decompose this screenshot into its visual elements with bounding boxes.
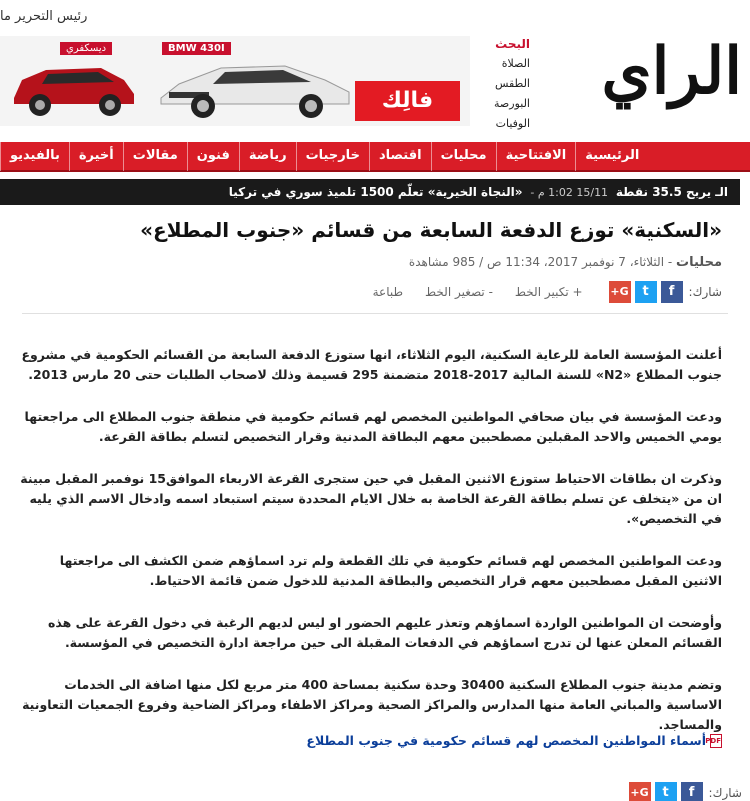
sedan-car-image	[155, 52, 355, 120]
logo-text: الراي	[601, 34, 742, 109]
article-views: 985 مشاهدة	[408, 255, 476, 269]
banner-ad[interactable]	[0, 36, 470, 126]
nav-economy[interactable]: اقتصاد	[369, 141, 431, 171]
quick-link-prayer[interactable]: الصلاة	[501, 57, 530, 70]
article-paragraph: ودعت المواطنين المخصص لهم قسائم حكومية في تلك القطعة ولم ترد اسماؤهم ضمن الكشف الى مراجعتها الاثنين المقبل مصطحبين معهم قرار التخصيص والبطاقة المدنية للدخول ضمن قائمة الاحتياط.	[59, 553, 722, 588]
article-section[interactable]: محليات	[676, 255, 722, 270]
site-logo[interactable]	[601, 22, 742, 122]
ticker-time: 15/11 1:02 م -	[530, 186, 609, 199]
meta-separator: /	[475, 255, 484, 269]
article-meta	[409, 255, 722, 270]
divider	[22, 313, 728, 314]
nav-arts[interactable]: فنون	[187, 141, 239, 171]
article-paragraph: ودعت المؤسسة في بيان صحافي المواطنين المخصص لهم قسائم حكومية في منطقة جنوب المطلاع الى مراجعتها يومي الخميس والاحد المقبلين مصطحبين معهم البطاقة المدنية وقرار التخصيص لتسلم بطاقة القرعة.	[24, 409, 722, 444]
share-toolbar	[373, 280, 722, 304]
nav-video[interactable]: بالفيديو	[0, 141, 69, 171]
google-plus-share-icon[interactable]: G+	[609, 281, 631, 303]
pdf-attachment-link[interactable]	[306, 733, 722, 748]
article-title: «السكنية» توزع الدفعة السابعة من قسائم «جنوب المطلاع»	[140, 218, 722, 242]
nav-international[interactable]: خارجيات	[296, 141, 369, 171]
banner-brand: فالِك	[355, 81, 460, 121]
article-paragraph: وذكرت ان بطاقات الاحتياط ستوزع الاثنين المقبل في حين ستجرى القرعة الاربعاء الموافق15 نوفمبر المقبل مبينة ان من «يتخلف عن تسلم بطاقة القرعة الخاصة به خلال الايام المحددة سيتم استبعاد اسمه وادخال الاسم الذي يليه في التخصيص».	[20, 471, 722, 526]
main-nav	[0, 142, 750, 172]
nav-last-page[interactable]: أخيرة	[69, 141, 123, 171]
nav-local[interactable]: محليات	[431, 141, 496, 171]
article-paragraph: أعلنت المؤسسة العامة للرعاية السكنية، اليوم الثلاثاء، انها ستوزع الدفعة السابعة من القسائم الحكومية في مشروع جنوب المطلاع «N2» للسنة المالية 2017-2018 متضمنة 295 قسيمة وذلك لاصحاب الطلبات حتى 20 مارس 2013.	[21, 347, 722, 382]
quick-link-weather[interactable]: الطقس	[494, 77, 530, 90]
facebook-share-icon[interactable]: f	[681, 782, 703, 801]
nav-articles[interactable]: مقالات	[123, 141, 187, 171]
share-label: شارك:	[688, 285, 722, 299]
nav-sports[interactable]: رياضة	[239, 141, 296, 171]
banner-tag-bmw: BMW 430I	[162, 42, 231, 55]
banner-tag-discovery: ديسكفري	[60, 42, 112, 55]
decrease-font-button[interactable]: - تصغير الخط	[425, 285, 493, 299]
article-paragraph: وأوضحت ان المواطنين الواردة اسماؤهم وتعذر عليهم الحضور او ليس لديهم الرغبة في دخول القرعة على هذه القسائم المعلن عنها لن تدرج اسماؤهم في الدفعات المقبلة الى حين مراجعة ادارة التخصيص في المؤسسة.	[47, 615, 722, 650]
pdf-icon: PDF	[710, 734, 722, 748]
attachment-label[interactable]: أسماء المواطنين المخصص لهم قسائم حكومية في جنوب المطلاع	[306, 733, 706, 748]
twitter-share-icon[interactable]: t	[655, 782, 677, 801]
ticker-item[interactable]: الـ يربح 35.5 نقطة	[615, 185, 728, 199]
article-date: - الثلاثاء، 7 نوفمبر 2017، 11:34 ص	[487, 255, 673, 269]
nav-editorial[interactable]: الافتتاحية	[496, 141, 576, 171]
article-paragraph: وتضم مدينة جنوب المطلاع السكنية 30400 وحدة سكنية بمساحة 400 متر مربع لكل منها اضافة الى الخدمات الاساسية والمباني العامة منها المدارس والمراكز الصحية ومراكز الاطفاء ومراكز الضاحية وفروع الجمعيات التعاونية والمساجد.	[22, 677, 722, 732]
share-label: شارك:	[708, 786, 742, 800]
editor-in-chief-text: رئيس التحرير ما	[0, 9, 88, 24]
ticker-item[interactable]: «النجاة الخيرية» تعلّم 1500 تلميذ سوري في تركيا	[228, 185, 523, 199]
increase-font-button[interactable]: + تكبير الخط	[514, 285, 583, 299]
twitter-share-icon[interactable]: t	[635, 281, 657, 303]
nav-home[interactable]: الرئيسية	[575, 141, 648, 171]
quick-link-stocks[interactable]: البورصة	[494, 97, 530, 110]
article-body	[18, 345, 722, 757]
bottom-share-toolbar	[625, 782, 742, 801]
news-ticker[interactable]	[0, 179, 740, 205]
facebook-share-icon[interactable]: f	[661, 281, 683, 303]
quick-links	[470, 34, 530, 134]
quick-link-search[interactable]: البحث	[495, 37, 530, 51]
google-plus-share-icon[interactable]: G+	[629, 782, 651, 801]
suv-car-image	[6, 50, 141, 120]
quick-link-obituaries[interactable]: الوفيات	[495, 117, 530, 130]
print-button[interactable]: طباعة	[372, 285, 404, 299]
